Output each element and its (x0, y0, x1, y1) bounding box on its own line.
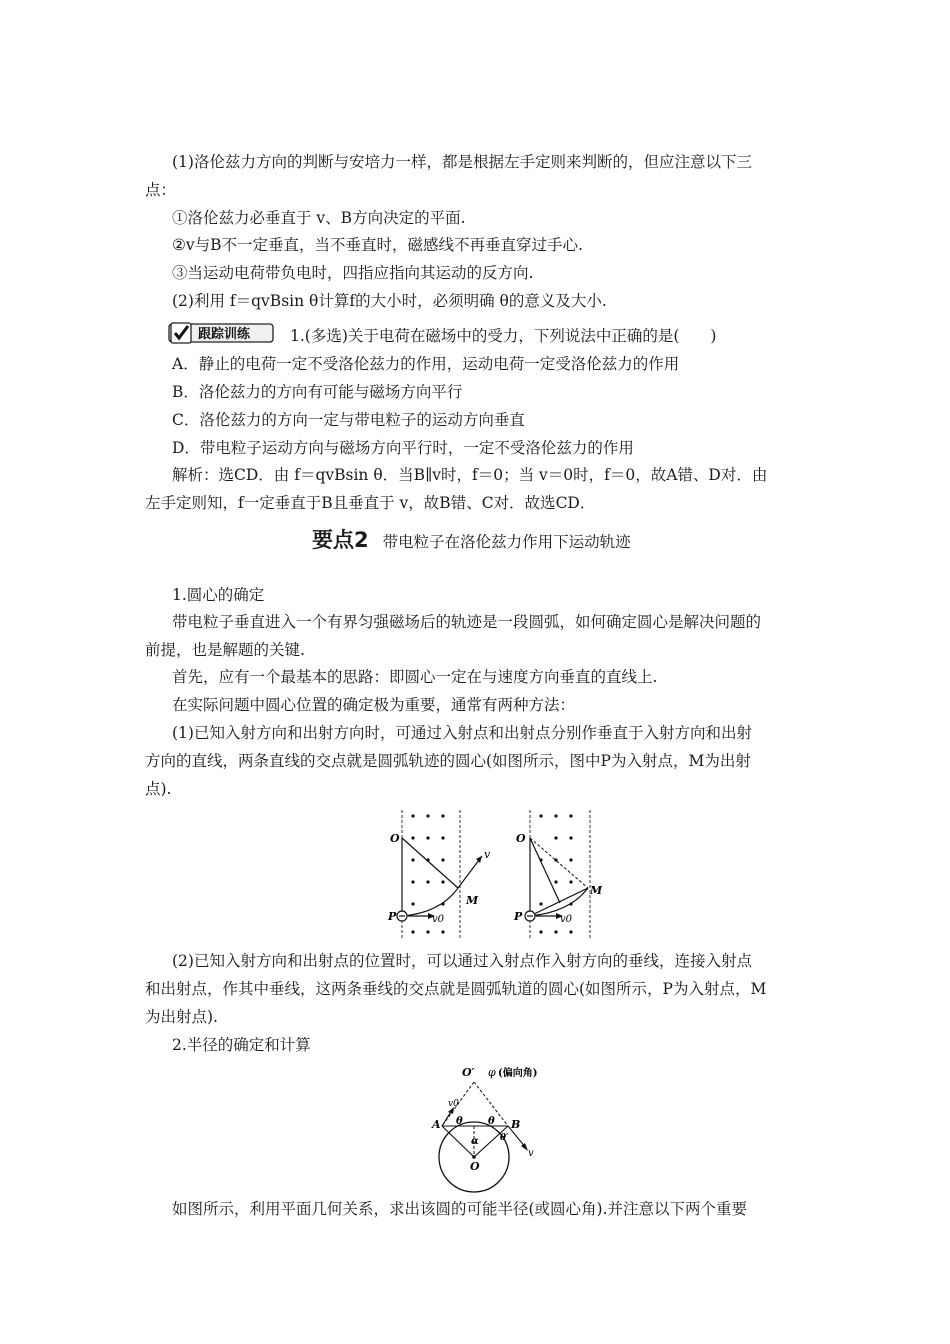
follow-up-practice-badge (168, 322, 276, 344)
line-p11: 如图所示，利用平面几何关系，求出该圆的可能半径(或圆心角).并注意以下两个重要 (172, 1200, 748, 1218)
fig3-label-theta-right: θ (488, 1116, 495, 1127)
fig1-label-m: M (466, 894, 479, 907)
line-option-c: C．洛伦兹力的方向一定与带电粒子的运动方向垂直 (172, 411, 525, 429)
fig3-label-alpha: α (471, 1136, 479, 1147)
line-5: ③当运动电荷带负电时，四指应指向其运动的反方向. (172, 264, 534, 282)
section-heading (312, 524, 631, 554)
heading-title: 带电粒子在洛伦兹力作用下运动轨迹 (382, 533, 631, 551)
line-option-d: D．带电粒子运动方向与磁场方向平行时，一定不受洛伦兹力的作用 (172, 439, 634, 457)
fig3-label-phi-note: (偏向角) (498, 1068, 538, 1079)
fig3-label-a: A (432, 1118, 441, 1131)
line-4: ②v与B不一定垂直，当不垂直时，磁感线不再垂直穿过手心. (172, 236, 583, 254)
line-sub-2: 2.半径的确定和计算 (172, 1036, 311, 1054)
fig1-label-v: v (484, 848, 491, 861)
fig3-label-o-prime: O′ (462, 1066, 475, 1079)
fig1-label-v0: v0 (432, 914, 445, 925)
line-6: (2)利用 f＝qvBsin θ计算f的大小时，必须明确 θ的意义及大小. (172, 292, 607, 310)
fig3-label-v: v (528, 1148, 534, 1159)
badge-label: 跟踪训练 (198, 327, 251, 342)
line-analysis-1: 解析：选CD．由 f＝qvBsin θ．当B∥v时，f＝0；当 v＝0时，f＝0，故A错、D对．由 (172, 466, 768, 484)
line-p3: 首先，应有一个最基本的思路：即圆心一定在与速度方向垂直的直线上. (172, 668, 658, 686)
fig2-label-m: M (590, 884, 603, 897)
fig2-label-p: P (514, 910, 523, 923)
fig3-label-o: O (470, 1160, 480, 1173)
fig2-label-v0: v0 (560, 914, 573, 925)
fig1-label-p: P (388, 910, 397, 923)
fig3-label-b: B (511, 1118, 521, 1131)
line-p8: (2)已知入射方向和出射点的位置时，可以通过入射点作入射方向的垂线，连接入射点 (172, 952, 752, 970)
line-p1: 带电粒子垂直进入一个有界匀强磁场后的轨迹是一段圆弧，如何确定圆心是解决问题的 (172, 613, 762, 631)
line-p5: (1)已知入射方向和出射方向时，可通过入射点和出射点分别作垂直于入射方向和出射 (172, 724, 752, 742)
line-p6: 方向的直线，两条直线的交点就是圆弧轨迹的圆心(如图所示，图中P为入射点，M为出射 (145, 752, 751, 770)
line-analysis-2: 左手定则知，f一定垂直于B且垂直于 v，故B错、C对．故选CD． (145, 494, 596, 512)
fig3-label-theta-left: θ (456, 1116, 463, 1127)
line-q1: 1.(多选)关于电荷在磁场中的受力，下列说法中正确的是( ) (290, 327, 717, 345)
line-p9: 和出射点，作其中垂线，这两条垂线的交点就是圆弧轨道的圆心(如图所示，P为入射点，M (145, 980, 767, 998)
line-p10: 为出射点). (145, 1008, 218, 1026)
fig3-label-v0: v0 (448, 1099, 459, 1109)
line-sub-1: 1.圆心的确定 (172, 586, 265, 604)
line-p4: 在实际问题中圆心位置的确定极为重要，通常有两种方法： (172, 696, 576, 714)
line-3: ①洛伦兹力必垂直于 v、B方向决定的平面. (172, 209, 466, 227)
line-2: 点： (145, 181, 177, 199)
fig2-label-o: O (516, 832, 526, 845)
line-option-a: A．静止的电荷一定不受洛伦兹力的作用，运动电荷一定受洛伦兹力的作用 (172, 355, 680, 373)
fig3-label-phi: φ (488, 1066, 496, 1079)
line-p2: 前提，也是解题的关键. (145, 641, 305, 659)
line-1: (1)洛伦兹力方向的判断与安培力一样，都是根据左手定则来判断的，但应注意以下三 (172, 153, 752, 171)
line-p7: 点). (145, 780, 172, 798)
figure-center-method-2 (508, 808, 620, 940)
figure-center-method-1 (380, 808, 500, 940)
fig3-label-theta-prime: θ′ (500, 1133, 509, 1143)
figure-radius-geometry (428, 1062, 568, 1194)
heading-key-point: 要点2 (312, 528, 369, 552)
line-option-b: B．洛伦兹力的方向有可能与磁场方向平行 (172, 383, 463, 401)
fig1-label-o: O (390, 832, 400, 845)
